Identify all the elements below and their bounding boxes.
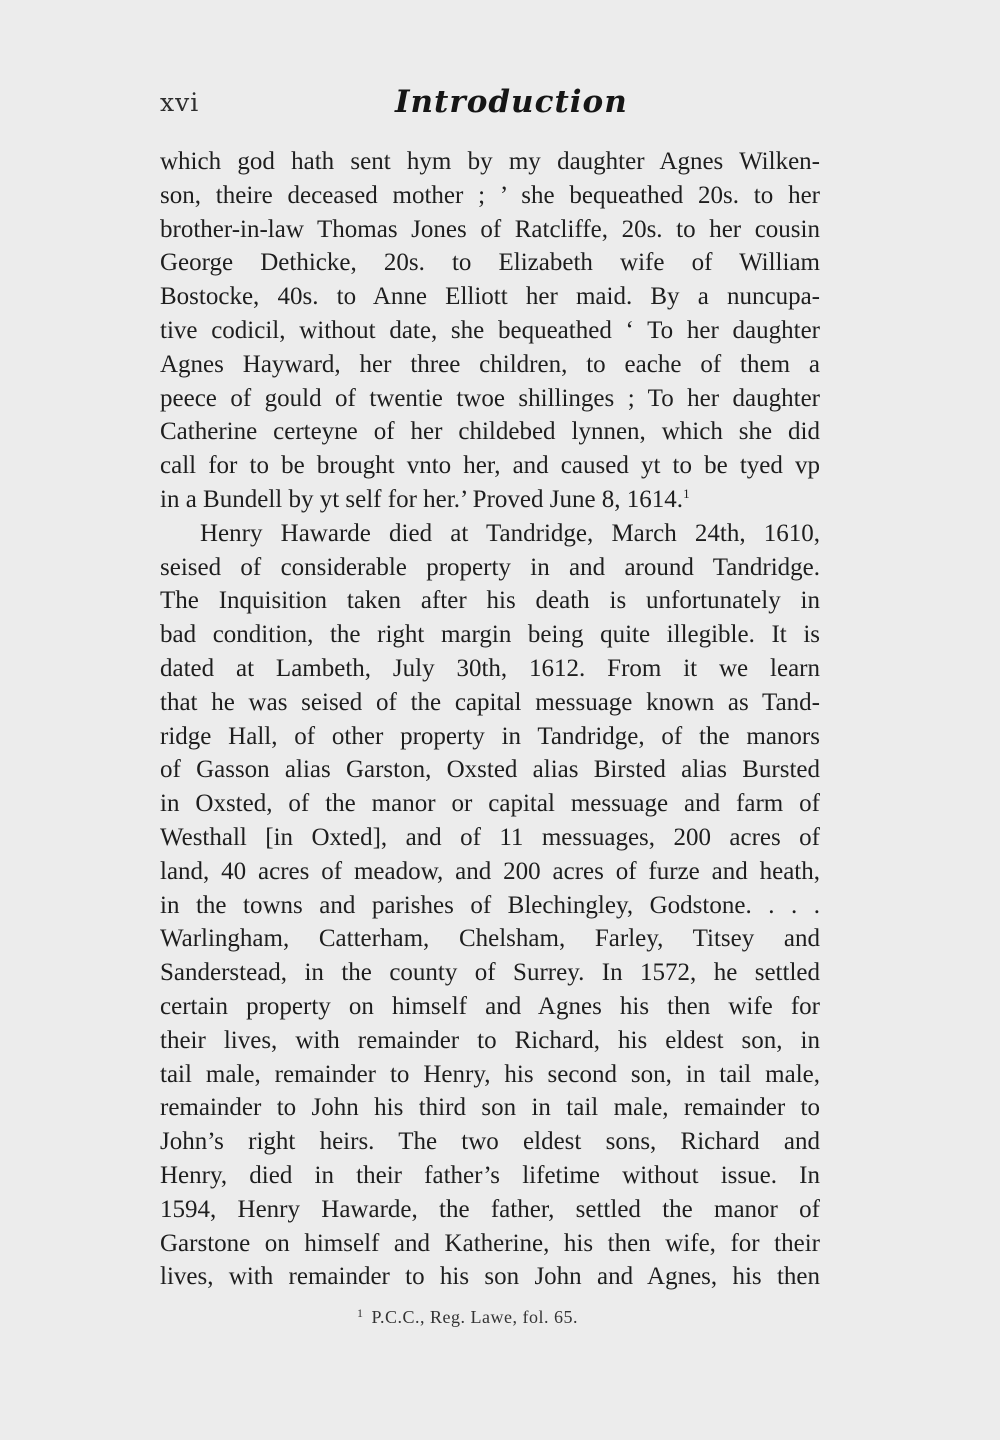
text-line: Sanderstead, in the county of Surrey. In 1572, he settled xyxy=(160,959,820,987)
text-line: seised of considerable property in and around Tandridge. xyxy=(160,553,820,581)
text-line: brother-in-law Thomas Jones of Ratcliffe, 20s. to her cousin xyxy=(160,215,820,243)
footnote-text: P.C.C., Reg. Lawe, fol. 65. xyxy=(371,1307,578,1327)
text-line: remainder to John his third son in tail male, remainder to xyxy=(160,1094,820,1122)
text-line: tive codicil, without date, she bequeathed ‘ To her daughter xyxy=(160,316,820,344)
paragraph-2 xyxy=(160,517,820,1294)
text-line: 1594, Henry Hawarde, the father, settled the manor of xyxy=(160,1195,820,1223)
text-line: Henry Hawarde died at Tandridge, March 24th, 1610, xyxy=(200,519,820,547)
footnote-marker: 1 xyxy=(357,1306,364,1320)
text-line: Warlingham, Catterham, Chelsham, Farley, Titsey and xyxy=(160,925,820,953)
text-line: ridge Hall, of other property in Tandridge, of the manors xyxy=(160,722,820,750)
text-line: The Inquisition taken after his death is unfortunately in xyxy=(160,587,820,615)
page-number: xvi xyxy=(160,88,200,117)
footnote xyxy=(357,1307,578,1328)
text-line: in the towns and parishes of Blechingley, Godstone. . . . xyxy=(160,891,820,919)
text-line: certain property on himself and Agnes his then wife for xyxy=(160,992,820,1020)
text-line: tail male, remainder to Henry, his second son, in tail male, xyxy=(160,1060,820,1088)
text-line: George Dethicke, 20s. to Elizabeth wife of William xyxy=(160,249,820,277)
page-header xyxy=(160,86,820,126)
paragraph-1 xyxy=(160,145,820,517)
text-line-last xyxy=(160,483,820,517)
text-line: of Gasson alias Garston, Oxsted alias Birsted alias Bursted xyxy=(160,756,820,784)
text-line: John’s right heirs. The two eldest sons, Richard and xyxy=(160,1128,820,1156)
text-line-content: in a Bundell by yt self for her.’ Proved June 8, 1614. xyxy=(160,485,684,513)
text-line: Garstone on himself and Katherine, his then wife, for their xyxy=(160,1229,820,1257)
text-line: that he was seised of the capital messuage known as Tand- xyxy=(160,688,820,716)
running-title: Introduction xyxy=(395,84,628,120)
text-line: son, theire deceased mother ; ’ she bequeathed 20s. to her xyxy=(160,181,820,209)
footnote-reference: 1 xyxy=(683,485,690,501)
text-line: lives, with remainder to his son John and Agnes, his then xyxy=(160,1263,820,1291)
text-line: bad condition, the right margin being quite illegible. It is xyxy=(160,621,820,649)
text-line: in Oxsted, of the manor or capital messuage and farm of xyxy=(160,790,820,818)
text-line: Westhall [in Oxted], and of 11 messuages, 200 acres of xyxy=(160,823,820,851)
text-line: land, 40 acres of meadow, and 200 acres of furze and heath, xyxy=(160,857,820,885)
text-line: Catherine certeyne of her childebed lynnen, which she did xyxy=(160,418,820,446)
text-line: call for to be brought vnto her, and caused yt to be tyed vp xyxy=(160,452,820,480)
text-line: their lives, with remainder to Richard, his eldest son, in xyxy=(160,1026,820,1054)
text-line: dated at Lambeth, July 30th, 1612. From it we learn xyxy=(160,654,820,682)
body-text xyxy=(160,145,820,1294)
text-line: Henry, died in their father’s lifetime without issue. In xyxy=(160,1161,820,1189)
text-line: Agnes Hayward, her three children, to eache of them a xyxy=(160,350,820,378)
text-line: which god hath sent hym by my daughter Agnes Wilken- xyxy=(160,148,820,175)
text-line: Bostocke, 40s. to Anne Elliott her maid. By a nuncupa- xyxy=(160,283,820,311)
text-line: peece of gould of twentie twoe shillinges ; To her daughter xyxy=(160,384,820,412)
